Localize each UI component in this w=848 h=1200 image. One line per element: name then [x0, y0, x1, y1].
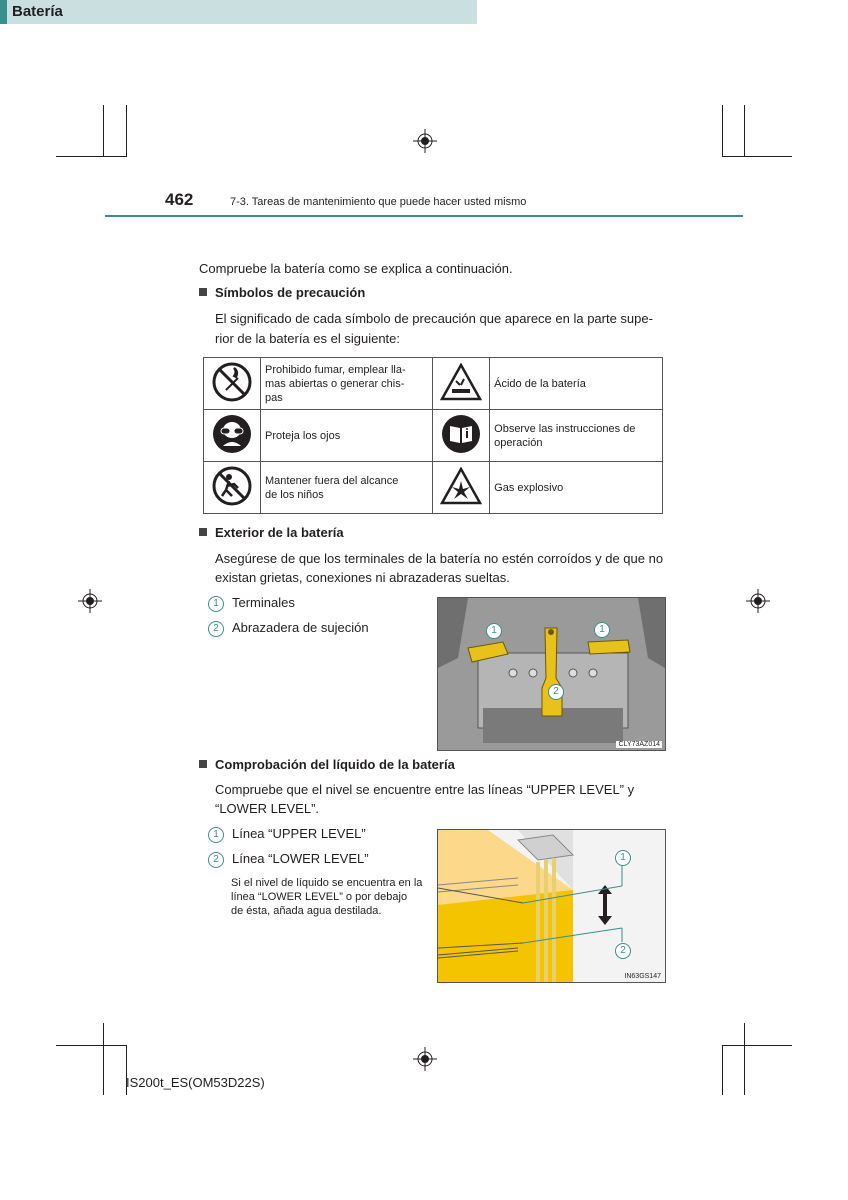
- callout-number: 1: [208, 827, 224, 843]
- crop-mark: [744, 1023, 745, 1095]
- section-title: Batería: [12, 3, 63, 20]
- fluid-level-figure: [437, 829, 666, 983]
- callout: [486, 621, 510, 639]
- symbol-cell: [204, 410, 261, 462]
- explosive-gas-icon: [440, 467, 482, 505]
- eye-protection-icon: [212, 414, 252, 454]
- symbols-heading-text: Símbolos de precaución: [215, 285, 366, 300]
- callout: [594, 620, 618, 638]
- list-item: [208, 618, 369, 638]
- figure-code: IN63GS147: [624, 973, 661, 980]
- callout-number: 1: [208, 596, 224, 612]
- battery-exterior-illustration: [438, 598, 665, 750]
- instruction-manual-icon: [441, 414, 481, 454]
- symbol-description: [490, 462, 663, 514]
- symbol-description: [261, 358, 433, 410]
- exterior-heading-text: Exterior de la batería: [215, 525, 344, 540]
- fluid-text-line: Compruebe que el nivel se encuentre entre las líneas “UPPER LEVEL” y: [215, 782, 635, 797]
- callout: [615, 941, 639, 959]
- fluid-note: [231, 876, 431, 918]
- section-title-bar: [0, 0, 477, 24]
- list-item: [208, 849, 369, 869]
- description-line: mas abiertas o generar chis-: [265, 377, 405, 390]
- callout-number: 2: [615, 943, 631, 959]
- symbol-description: [261, 410, 433, 462]
- callout-number: 2: [548, 684, 564, 700]
- callout-number: 1: [594, 622, 610, 638]
- note-line: línea “LOWER LEVEL” o por debajo: [231, 891, 408, 903]
- crop-mark: [722, 105, 723, 157]
- symbol-cell: [433, 358, 490, 410]
- description-line: pas: [265, 391, 283, 404]
- description-line: Observe las instrucciones de: [494, 422, 636, 435]
- exterior-text-line: existan grietas, conexiones ni abrazaderas sueltas.: [215, 570, 510, 585]
- list-item: [208, 593, 295, 613]
- registration-mark-icon: [746, 589, 770, 613]
- list-item: [208, 824, 366, 844]
- callout-number: 2: [208, 621, 224, 637]
- chapter-title: 7-3. Tareas de mantenimiento que puede hacer usted mismo: [230, 196, 527, 208]
- callout-number: 1: [486, 623, 502, 639]
- symbol-cell: [204, 462, 261, 514]
- callout: [615, 848, 639, 866]
- list-item-label: Línea “LOWER LEVEL”: [232, 851, 369, 866]
- list-item-label: Terminales: [232, 595, 295, 610]
- list-item-label: Línea “UPPER LEVEL”: [232, 826, 366, 841]
- figure-code: CLY73AZ014: [618, 741, 660, 748]
- list-item-label: Abrazadera de sujeción: [232, 620, 369, 635]
- crop-mark: [103, 1023, 104, 1095]
- callout-number: 1: [615, 850, 631, 866]
- section-intro: Compruebe la batería como se explica a continuación.: [199, 261, 513, 276]
- footer-model: IS200t_ES(OM53D22S): [126, 1075, 265, 1090]
- description-line: Ácido de la batería: [494, 377, 586, 390]
- crop-mark: [722, 1045, 723, 1095]
- crop-mark: [722, 1045, 792, 1046]
- no-smoking-flame-icon: [212, 362, 252, 402]
- fluid-heading-text: Comprobación del líquido de la batería: [215, 757, 455, 772]
- note-line: de ésta, añada agua destilada.: [231, 905, 382, 917]
- fluid-text-line: “LOWER LEVEL”.: [215, 801, 320, 816]
- crop-mark: [126, 105, 127, 157]
- symbols-text-line: rior de la batería es el siguiente:: [215, 331, 400, 346]
- crop-mark: [103, 105, 104, 157]
- symbol-cell: [204, 358, 261, 410]
- description-line: Proteja los ojos: [265, 429, 341, 442]
- table-row: [204, 410, 663, 462]
- section-accent: [0, 0, 7, 24]
- description-line: Prohibido fumar, emplear lla-: [265, 363, 406, 376]
- battery-exterior-figure: [437, 597, 666, 751]
- symbol-description: [261, 462, 433, 514]
- header-rule: [105, 215, 743, 217]
- registration-mark-icon: [413, 1047, 437, 1071]
- symbol-description: [490, 410, 663, 462]
- page-number: 462: [165, 190, 194, 209]
- crop-mark: [744, 105, 745, 157]
- symbol-cell: [433, 410, 490, 462]
- crop-mark: [722, 156, 792, 157]
- crop-mark: [56, 156, 126, 157]
- symbols-heading: [199, 285, 365, 300]
- symbols-text-line: El significado de cada símbolo de precaución que aparece en la parte supe-: [215, 311, 653, 326]
- exterior-text-line: Asegúrese de que los terminales de la batería no estén corroídos y de que no: [215, 551, 664, 566]
- callout: [548, 682, 572, 700]
- keep-away-children-icon: [212, 466, 252, 506]
- bullet-square-icon: [199, 528, 207, 536]
- note-line: Si el nivel de líquido se encuentra en la: [231, 877, 423, 889]
- bullet-square-icon: [199, 288, 207, 296]
- bullet-square-icon: [199, 760, 207, 768]
- description-line: Mantener fuera del alcance: [265, 474, 399, 487]
- callout-number: 2: [208, 852, 224, 868]
- acid-warning-icon: [440, 363, 482, 401]
- table-row: [204, 462, 663, 514]
- fluid-heading: [199, 757, 455, 772]
- table-row: [204, 358, 663, 410]
- exterior-heading: [199, 525, 344, 540]
- crop-mark: [56, 1045, 126, 1046]
- symbol-description: [490, 358, 663, 410]
- symbol-cell: [433, 462, 490, 514]
- registration-mark-icon: [413, 129, 437, 153]
- symbols-table: [203, 357, 663, 514]
- registration-mark-icon: [78, 589, 102, 613]
- description-line: de los niños: [265, 488, 324, 501]
- description-line: Gas explosivo: [494, 481, 564, 494]
- description-line: operación: [494, 436, 543, 449]
